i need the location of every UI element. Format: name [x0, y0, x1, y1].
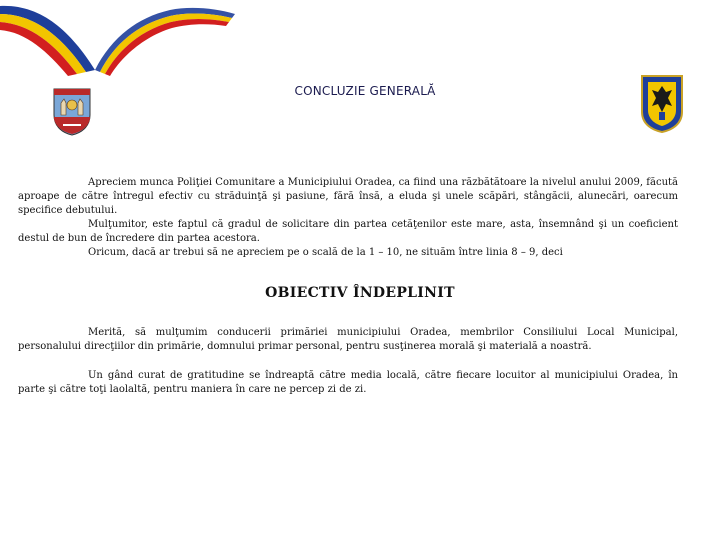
thanks-section-2 [18, 369, 678, 397]
intro-paragraph-1: Apreciem munca Poliţiei Comunitare a Municipiului Oradea, ca fiind una răzbătătoare la nivelul anului 2009, făcută aproape de către întregul efectiv cu străduinţă şi pasiune, fără însă, a eluda şi unele scăpări, stângăcii, alunecări, oarecum specifice debutului. [18, 177, 678, 216]
thanks-paragraph-1: Merită, să mulţumim conducerii primăriei municipiului Oradea, membrilor Consiliului Local Municipal, personalului direcţiilor din primărie, domnului primar personal, pentru susţinerea morală şi materială a noastră. [18, 327, 678, 352]
thanks-paragraph-2: Un gând curat de gratitudine se îndreaptă către media locală, către fiecare locuitor al municipiului Oradea, în parte şi către toţi laolaltă, pentru maniera în care ne percep zi de zi. [18, 370, 678, 395]
intro-section [18, 176, 678, 260]
page-title: CONCLUZIE GENERALĂ [294, 84, 436, 98]
police-coat-of-arms-icon [640, 72, 684, 134]
objective-heading: OBIECTIV ÎNDEPLINIT [265, 285, 455, 301]
intro-paragraph-2: Mulţumitor, este faptul că gradul de solicitare din partea cetăţenilor este mare, asta, însemnând şi un coeficient destul de bun de încredere din partea acestora. [18, 219, 678, 244]
intro-paragraph-3: Oricum, dacă ar trebui să ne apreciem pe o scală de la 1 – 10, ne situăm între linia 8 – 9, deci [88, 247, 563, 258]
thanks-section-1 [18, 326, 678, 354]
